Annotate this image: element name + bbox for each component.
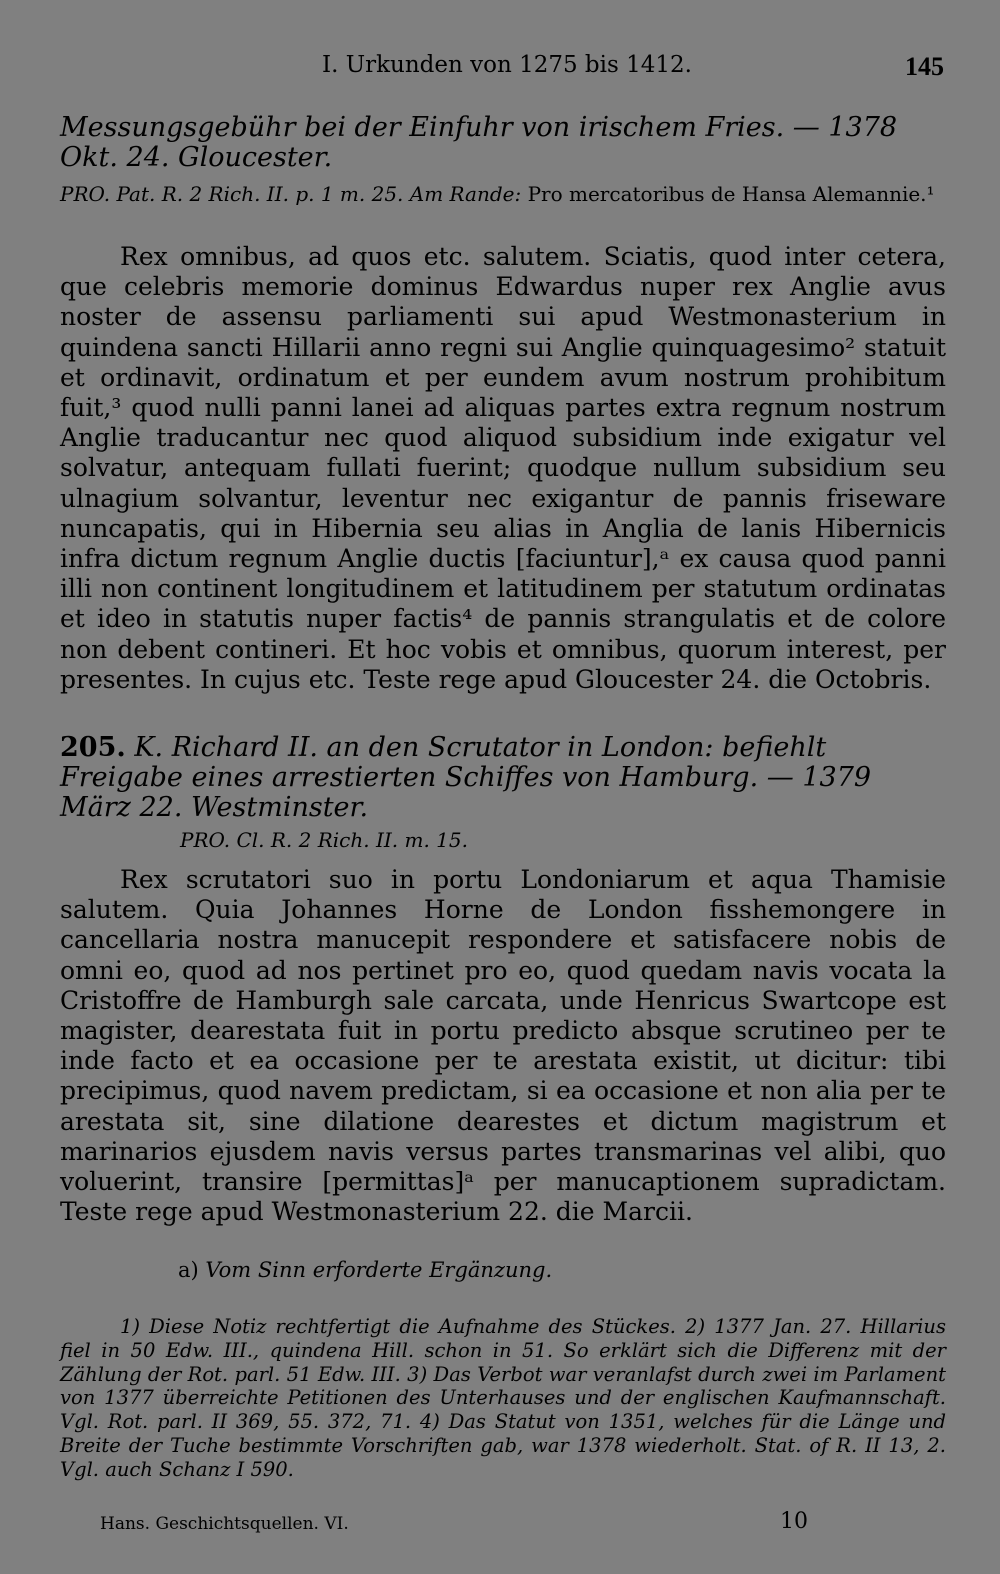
- running-head-title: I. Urkunden von 1275 bis 1412.: [322, 52, 692, 78]
- document-2-body: [60, 865, 946, 1227]
- document-1-paragraph: Rex omnibus, ad quos etc. salutem. Sciatis, quod inter cetera, que celebris memorie dominus Edwardus nuper rex Anglie avus noster de assensu parliamenti sui apud Westmonasterium in quindena sancti Hillarii anno regni sui Anglie quinquagesimo² statuit et ordinavit, ordinatum et per eundem avum nostrum prohibitum fuit,³ quod nulli panni lanei ad aliquas partes extra regnum nostrum Anglie traducantur nec quod aliquod subsidium inde exigatur vel solvatur, antequam fullati fuerint; quodque nullum subsidium seu ulnagium solvantur, leventur nec exigantur de pannis friseware nuncapatis, qui in Hibernia seu alias in Anglia de lanis Hibernicis infra dictum regnum Anglie ductis [faciuntur],ᵃ ex causa quod panni illi non continent longitudinem et latitudinem per statutum ordinatas et ideo in statutis nuper factis⁴ de pannis strangulatis et de colore non debent contineri. Et hoc vobis et omnibus, quorum interest, per presentes. In cujus etc. Teste rege apud Gloucester 24. die Octobris.: [60, 242, 946, 694]
- page-number: 145: [905, 52, 944, 81]
- page-foot: [100, 1509, 946, 1534]
- document-2-heading: [60, 733, 946, 823]
- document-2-paragraph: Rex scrutatori suo in portu Londoniarum et aqua Thamisie salutem. Quia Johannes Horne de London fisshemongere in cancellaria nostra manucepit respondere et satisfacere nobis de omni eo, quod ad nos pertinet pro eo, quod quedam navis vocata la Cristoffre de Hamburgh sale carcata, unde Henricus Swartcope est magister, dearestata fuit in portu predicto absque scrutineo per te inde facto et ea occasione per te arestata existit, ut dicitur: tibi precipimus, quod navem predictam, si ea occasione et non alia per te arestata sit, sine dilatione dearestes et dictum magistrum et marinarios ejusdem navis versus partes transmarinas vel alibi, quo voluerint, transire [permittas]ᵃ per manucaptionem supradictam. Teste rege apud Westmonasterium 22. die Marcii.: [60, 865, 946, 1227]
- footnotes-text: 1) Diese Notiz rechtfertigt die Aufnahme des Stückes. 2) 1377 Jan. 27. Hillarius fiel in 50 Edw. III., quindena Hill. schon in 51. So erklärt sich die Differenz mit der Zählung der Rot. parl. 51 Edw. III. 3) Das Verbot war veranlafst durch zwei im Parlament von 1377 überreichte Petitionen des Unterhauses und der englischen Kaufmannschaft. Vgl. Rot. parl. II 369, 55. 372, 71. 4) Das Statut von 1351, welches für die Länge und Breite der Tuche bestimmte Vorschriften gab, war 1378 wiederholt. Stat. of R. II 13, 2. Vgl. auch Schanz I 590.: [60, 1315, 946, 1481]
- sheet-signature: 10: [780, 1509, 808, 1534]
- document-1-source: [60, 182, 946, 207]
- document-page: [60, 0, 946, 1574]
- document-2-title: K. Richard II. an den Scrutator in London: befiehlt Freigabe eines arrestierten Schiffes von Hamburg. — 1379 März 22. Westminster.: [60, 732, 872, 823]
- footnote-a-label: a): [178, 1258, 199, 1282]
- document-1-body: [60, 242, 946, 695]
- series-title: Hans. Geschichtsquellen. VI.: [100, 1514, 349, 1534]
- document-1-margin-note: Pro mercatoribus de Hansa Alemannie.¹: [527, 182, 935, 206]
- document-1-source-ref: PRO. Pat. R. 2 Rich. II. p. 1 m. 25. Am Rande:: [60, 182, 522, 206]
- footnote-a: [178, 1258, 552, 1282]
- document-1-heading: Messungsgebühr bei der Einfuhr von irischem Fries. — 1378 Okt. 24. Gloucester.: [60, 112, 898, 173]
- document-2-source: PRO. Cl. R. 2 Rich. II. m. 15.: [180, 828, 468, 852]
- footnotes: [60, 1315, 946, 1482]
- document-2-number: 205.: [60, 732, 126, 763]
- footnote-a-text: Vom Sinn erforderte Ergänzung.: [205, 1258, 553, 1282]
- running-head: [60, 52, 946, 86]
